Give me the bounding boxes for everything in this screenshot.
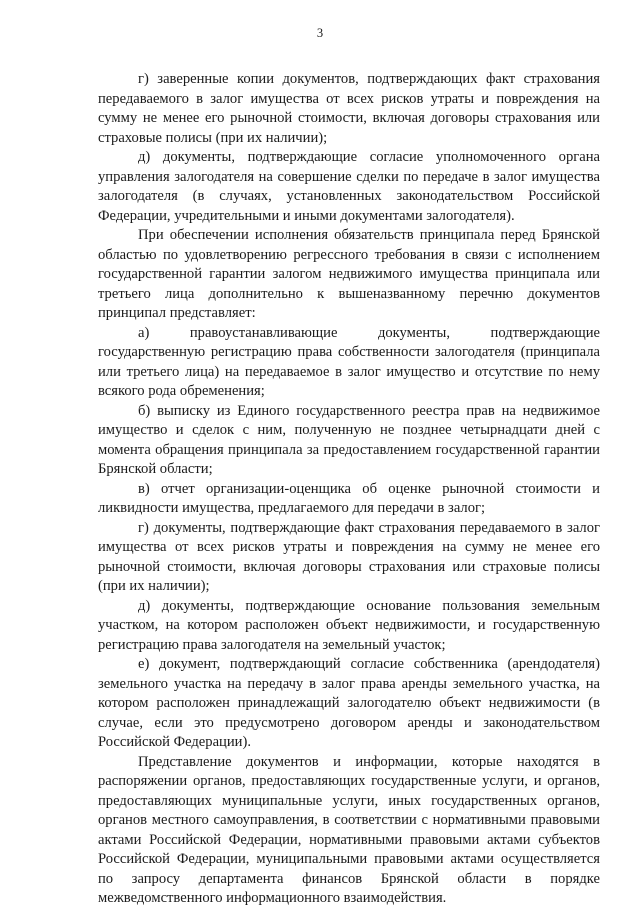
paragraph-a-title-documents: а) правоустанавливающие документы, подтверждающие государственную регистрацию права собственности залогодателя (принципала или третьего лица) на передаваемое в залог имущество и отсутствие по нему всякого рода обременения; xyxy=(98,324,600,399)
paragraph-e-landowner-consent: е) документ, подтверждающий согласие собственника (арендодателя) земельного участка на передачу в залог права аренды земельного участка, на котором расположен принадлежащий залогодателю объект недвижимости (в случае, если это предусмотрено договором аренды и законодательством Российской Федерации). xyxy=(98,656,600,750)
page-number: 3 xyxy=(316,26,324,40)
paragraph-interagency-request: Представление документов и информации, которые находятся в распоряжении органов, предоставляющих государственные услуги, и органов, предоставляющих муниципальные услуги, иных государственных органов, органов местного самоуправления, в соответствии с нормативными правовыми актами Российской Федерации, нормативными правовыми актами субъектов Российской Федерации, муниципальными правовыми актами осуществляется по запросу департамента финансов Брянской области в порядке межведомственного информационного взаимодействия. xyxy=(98,753,600,906)
paragraph-g-insurance-copies: г) заверенные копии документов, подтверждающих факт страхования передаваемого в залог имущества от всех рисков утраты и повреждения на сумму не менее его рыночной стоимости, включая договоры страхования или страховые полисы (при их наличии); xyxy=(98,71,600,146)
paragraph-d-land-use-documents: д) документы, подтверждающие основание пользования земельным участком, на котором расположен объект недвижимости, и государственную регистрацию права залогодателя на земельный участок; xyxy=(98,597,600,653)
paragraph-v-appraisal-report: в) отчет организации-оценщика об оценке рыночной стоимости и ликвидности имущества, предлагаемого для передачи в залог; xyxy=(98,480,600,516)
paragraph-real-estate-pledge-intro: При обеспечении исполнения обязательств принципала перед Брянской областью по удовлетворению регрессного требования в связи с исполнением государственной гарантии залогом недвижимого имущества принципала или третьего лица дополнительно к вышеназванному перечню документов принципал представляет: xyxy=(98,227,600,321)
paragraph-g-insurance-documents: г) документы, подтверждающие факт страхования передаваемого в залог имущества от всех рисков утраты и повреждения на сумму не менее его рыночной стоимости, включая договоры страхования или страховые полисы (при их наличии); xyxy=(98,519,600,594)
paragraph-b-registry-extract: б) выписку из Единого государственного реестра прав на недвижимое имущество и сделок с ним, полученную не позднее четырнадцати дней с момента обращения принципала за предоставлением государственной гарантии Брянской области; xyxy=(98,402,600,477)
document-body xyxy=(98,70,600,909)
paragraph-d-management-consent: д) документы, подтверждающие согласие уполномоченного органа управления залогодателя на совершение сделки по передаче в залог имущества залогодателя (в случаях, установленных законодательством Российской Федерации, учредительными и иными документами залогодателя). xyxy=(98,149,600,224)
